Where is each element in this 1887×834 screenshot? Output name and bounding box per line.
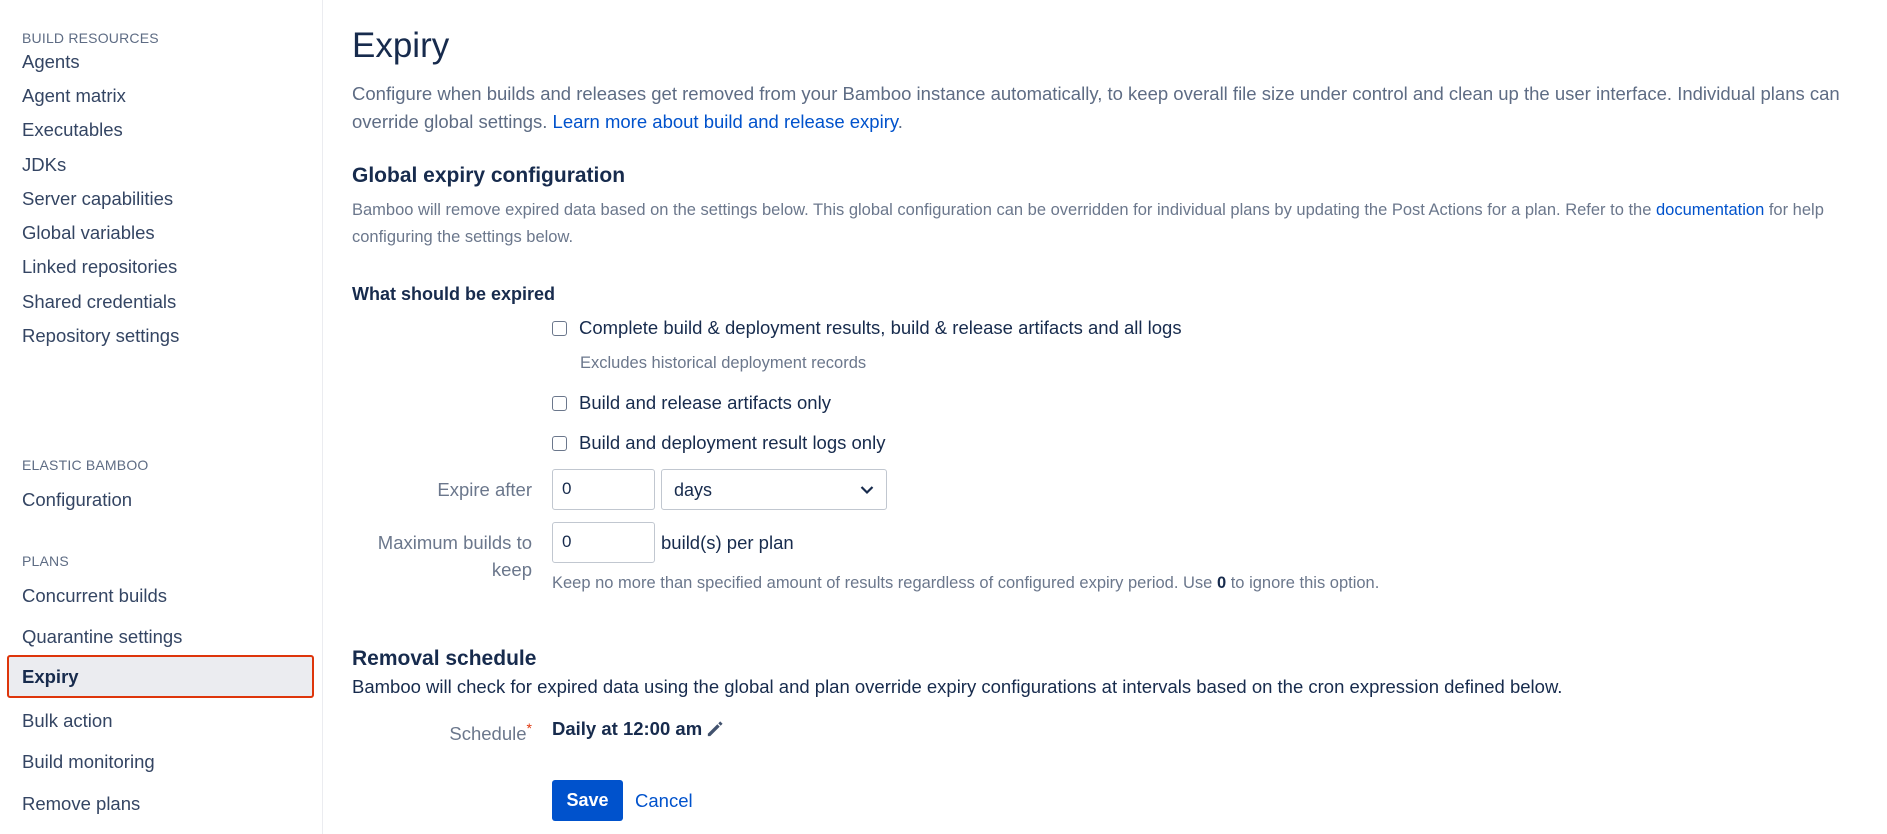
documentation-link[interactable]: documentation — [1656, 201, 1765, 219]
option-artifacts-only — [552, 392, 831, 414]
checkbox-logs-only[interactable] — [552, 436, 567, 451]
expire-unit-value: days — [674, 479, 713, 500]
save-button[interactable]: Save — [552, 780, 623, 821]
sidebar-heading-plans: PLANS — [22, 553, 69, 569]
sidebar-heading-elastic-bamboo: ELASTIC BAMBOO — [22, 457, 149, 473]
checkbox-artifacts-only[interactable] — [552, 396, 567, 411]
max-builds-help-pre: Keep no more than specified amount of results regardless of configured expiry period. Use — [552, 574, 1217, 592]
expire-unit-select[interactable] — [661, 469, 887, 510]
cancel-link[interactable]: Cancel — [635, 790, 693, 811]
sidebar-item-agents[interactable]: Agents — [22, 51, 80, 72]
what-expired-heading: What should be expired — [352, 284, 556, 304]
sidebar-item-global-variables[interactable]: Global variables — [22, 222, 155, 243]
intro-text — [352, 80, 1872, 136]
removal-schedule-description: Bamboo will check for expired data using the global and plan override expiry configurations at intervals based on the cron expression defined below. — [352, 676, 1563, 697]
sidebar-item-shared-credentials[interactable]: Shared credentials — [22, 291, 177, 312]
intro-body: Configure when builds and releases get removed from your Bamboo instance automatically, to keep overall file size under control and clean up the user interface. Individual plans can override global settings. — [352, 83, 1840, 132]
chevron-down-icon — [860, 485, 874, 495]
global-expiry-heading: Global expiry configuration — [352, 164, 626, 187]
intro-end: . — [897, 111, 903, 132]
sidebar-item-linked-repositories[interactable]: Linked repositories — [22, 256, 178, 277]
global-expiry-description — [352, 197, 1872, 251]
pencil-icon[interactable] — [705, 720, 724, 739]
max-builds-label: Maximum builds to keep — [377, 532, 532, 580]
global-desc-body: Bamboo will remove expired data based on the settings below. This global configuration can be overridden for individual plans by updating the Post Actions for a plan. Refer to the — [352, 201, 1656, 219]
sidebar-item-bulk-action[interactable]: Bulk action — [22, 710, 113, 731]
required-mark: * — [526, 720, 532, 736]
checkbox-complete-results[interactable] — [552, 321, 567, 336]
option-artifacts-only-label: Build and release artifacts only — [579, 392, 831, 413]
sidebar-item-repository-settings[interactable]: Repository settings — [22, 325, 180, 346]
option-complete-results-help: Excludes historical deployment records — [580, 354, 867, 372]
expire-after-label: Expire after — [437, 479, 532, 500]
removal-schedule-heading: Removal schedule — [352, 647, 537, 670]
sidebar-item-executables[interactable]: Executables — [22, 119, 123, 140]
option-logs-only-label: Build and deployment result logs only — [579, 432, 886, 453]
page-title: Expiry — [352, 26, 450, 65]
option-logs-only — [552, 432, 885, 454]
learn-more-link[interactable]: Learn more about build and release expiry — [552, 111, 898, 132]
max-builds-help — [552, 570, 1379, 597]
max-builds-help-bold: 0 — [1216, 574, 1227, 592]
schedule-label-text: Schedule — [449, 723, 527, 745]
sidebar-item-build-monitoring[interactable]: Build monitoring — [22, 751, 155, 772]
sidebar-item-server-capabilities[interactable]: Server capabilities — [22, 188, 174, 209]
sidebar-heading-build-resources: BUILD RESOURCES — [22, 30, 159, 46]
option-complete-results-label: Complete build & deployment results, build & release artifacts and all logs — [579, 317, 1182, 338]
schedule-label — [352, 715, 532, 747]
sidebar-item-concurrent-builds[interactable]: Concurrent builds — [22, 585, 167, 606]
sidebar-item-configuration[interactable]: Configuration — [22, 489, 133, 510]
max-builds-help-post: to ignore this option. — [1226, 574, 1380, 592]
global-desc-end: for help configuring the settings below. — [352, 201, 1824, 246]
sidebar-item-remove-plans[interactable]: Remove plans — [22, 793, 141, 814]
sidebar — [0, 0, 323, 834]
sidebar-item-quarantine-settings[interactable]: Quarantine settings — [22, 626, 183, 647]
expire-after-input[interactable]: 0 — [552, 469, 655, 510]
option-complete-results — [552, 317, 1182, 339]
sidebar-item-agent-matrix[interactable]: Agent matrix — [22, 85, 126, 106]
max-builds-input[interactable]: 0 — [552, 522, 655, 563]
max-builds-suffix: build(s) per plan — [661, 532, 794, 553]
schedule-value — [552, 718, 724, 740]
sidebar-item-expiry[interactable]: Expiry — [7, 655, 314, 698]
schedule-text: Daily at 12:00 am — [552, 718, 703, 739]
sidebar-item-jdks[interactable]: JDKs — [22, 154, 67, 175]
